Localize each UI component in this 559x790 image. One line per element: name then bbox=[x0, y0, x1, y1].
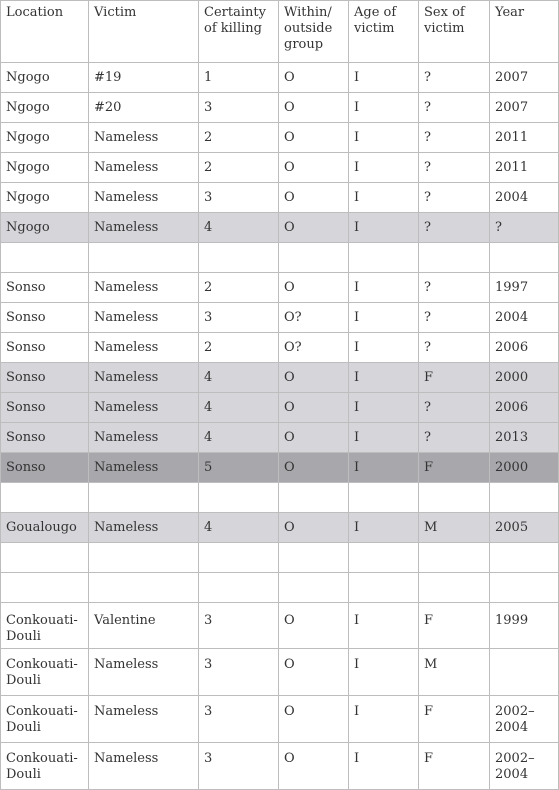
location-cell: Ngogo bbox=[1, 153, 89, 183]
table-row bbox=[1, 333, 559, 363]
table-row bbox=[1, 453, 559, 483]
location-cell: Sonso bbox=[1, 303, 89, 333]
location-cell: Sonso bbox=[1, 453, 89, 483]
header-victim: Victim bbox=[89, 1, 199, 63]
location-cell bbox=[1, 483, 89, 513]
within-outside-cell: O bbox=[279, 696, 349, 743]
table-row bbox=[1, 573, 559, 603]
year-cell: 2013 bbox=[490, 423, 559, 453]
location-cell bbox=[1, 543, 89, 573]
within-outside-cell: O bbox=[279, 453, 349, 483]
certainty-cell bbox=[199, 573, 279, 603]
table-body bbox=[1, 1, 559, 790]
location-cell bbox=[1, 243, 89, 273]
location-cell: Sonso bbox=[1, 363, 89, 393]
table-row bbox=[1, 303, 559, 333]
certainty-cell: 3 bbox=[199, 649, 279, 696]
certainty-cell bbox=[199, 543, 279, 573]
age-cell: I bbox=[349, 153, 419, 183]
year-cell bbox=[490, 543, 559, 573]
victim-cell: Nameless bbox=[89, 393, 199, 423]
sex-cell: ? bbox=[419, 393, 490, 423]
certainty-cell: 4 bbox=[199, 363, 279, 393]
age-cell: I bbox=[349, 123, 419, 153]
sex-cell bbox=[419, 243, 490, 273]
certainty-cell: 2 bbox=[199, 273, 279, 303]
sex-cell: ? bbox=[419, 153, 490, 183]
age-cell: I bbox=[349, 513, 419, 543]
year-cell: 2006 bbox=[490, 393, 559, 423]
sex-cell: F bbox=[419, 696, 490, 743]
location-cell: Conkouati-Douli bbox=[1, 603, 89, 649]
victim-cell: #19 bbox=[89, 63, 199, 93]
certainty-cell: 4 bbox=[199, 213, 279, 243]
certainty-cell: 2 bbox=[199, 333, 279, 363]
victim-cell: Nameless bbox=[89, 743, 199, 790]
year-cell: 2000 bbox=[490, 453, 559, 483]
table-row bbox=[1, 483, 559, 513]
victim-cell: Nameless bbox=[89, 303, 199, 333]
year-cell: 2005 bbox=[490, 513, 559, 543]
year-cell: 2002–2004 bbox=[490, 743, 559, 790]
sex-cell: F bbox=[419, 453, 490, 483]
table-row bbox=[1, 743, 559, 790]
within-outside-cell: O bbox=[279, 649, 349, 696]
victim-cell: Nameless bbox=[89, 123, 199, 153]
victim-cell: Nameless bbox=[89, 363, 199, 393]
sex-cell: ? bbox=[419, 273, 490, 303]
victim-cell: Nameless bbox=[89, 273, 199, 303]
within-outside-cell: O? bbox=[279, 333, 349, 363]
victim-cell bbox=[89, 543, 199, 573]
sex-cell bbox=[419, 573, 490, 603]
table-row bbox=[1, 393, 559, 423]
table-row bbox=[1, 603, 559, 649]
table-row bbox=[1, 213, 559, 243]
within-outside-cell: O bbox=[279, 183, 349, 213]
age-cell: I bbox=[349, 303, 419, 333]
sex-cell: ? bbox=[419, 213, 490, 243]
year-cell bbox=[490, 243, 559, 273]
age-cell: I bbox=[349, 603, 419, 649]
location-cell: Sonso bbox=[1, 423, 89, 453]
within-outside-cell: O bbox=[279, 423, 349, 453]
within-outside-cell: O bbox=[279, 513, 349, 543]
certainty-cell: 3 bbox=[199, 93, 279, 123]
table-row bbox=[1, 273, 559, 303]
sex-cell: F bbox=[419, 363, 490, 393]
age-cell bbox=[349, 543, 419, 573]
certainty-cell: 3 bbox=[199, 743, 279, 790]
year-cell: 2002–2004 bbox=[490, 696, 559, 743]
certainty-cell: 3 bbox=[199, 603, 279, 649]
within-outside-cell: O? bbox=[279, 303, 349, 333]
within-outside-cell: O bbox=[279, 153, 349, 183]
victim-cell: Nameless bbox=[89, 696, 199, 743]
location-cell: Ngogo bbox=[1, 213, 89, 243]
victim-cell: Nameless bbox=[89, 183, 199, 213]
table-row bbox=[1, 63, 559, 93]
certainty-cell: 4 bbox=[199, 393, 279, 423]
victim-cell: Nameless bbox=[89, 333, 199, 363]
age-cell bbox=[349, 483, 419, 513]
within-outside-cell: O bbox=[279, 603, 349, 649]
victim-cell: Nameless bbox=[89, 213, 199, 243]
table-row bbox=[1, 696, 559, 743]
age-cell: I bbox=[349, 363, 419, 393]
certainty-cell: 3 bbox=[199, 303, 279, 333]
location-cell: Ngogo bbox=[1, 183, 89, 213]
table-row bbox=[1, 543, 559, 573]
certainty-cell: 2 bbox=[199, 153, 279, 183]
location-cell: Ngogo bbox=[1, 63, 89, 93]
year-cell: 2011 bbox=[490, 123, 559, 153]
sex-cell: ? bbox=[419, 63, 490, 93]
age-cell bbox=[349, 243, 419, 273]
certainty-cell: 4 bbox=[199, 513, 279, 543]
location-cell: Sonso bbox=[1, 273, 89, 303]
certainty-cell: 1 bbox=[199, 63, 279, 93]
within-outside-cell: O bbox=[279, 123, 349, 153]
age-cell: I bbox=[349, 453, 419, 483]
age-cell: I bbox=[349, 213, 419, 243]
year-cell: 2006 bbox=[490, 333, 559, 363]
location-cell: Ngogo bbox=[1, 123, 89, 153]
location-cell: Sonso bbox=[1, 333, 89, 363]
sex-cell bbox=[419, 543, 490, 573]
year-cell bbox=[490, 573, 559, 603]
year-cell: 2004 bbox=[490, 183, 559, 213]
location-cell: Conkouati-Douli bbox=[1, 743, 89, 790]
within-outside-cell bbox=[279, 483, 349, 513]
victim-cell bbox=[89, 483, 199, 513]
table-row bbox=[1, 363, 559, 393]
sex-cell: ? bbox=[419, 423, 490, 453]
victim-cell bbox=[89, 243, 199, 273]
table-row bbox=[1, 123, 559, 153]
within-outside-cell: O bbox=[279, 273, 349, 303]
age-cell: I bbox=[349, 423, 419, 453]
certainty-cell bbox=[199, 483, 279, 513]
age-cell: I bbox=[349, 333, 419, 363]
table-row bbox=[1, 153, 559, 183]
table-row bbox=[1, 93, 559, 123]
location-cell: Conkouati-Douli bbox=[1, 649, 89, 696]
victim-cell: Nameless bbox=[89, 153, 199, 183]
location-cell bbox=[1, 573, 89, 603]
certainty-cell: 3 bbox=[199, 183, 279, 213]
location-cell: Sonso bbox=[1, 393, 89, 423]
within-outside-cell: O bbox=[279, 743, 349, 790]
location-cell: Conkouati-Douli bbox=[1, 696, 89, 743]
within-outside-cell: O bbox=[279, 63, 349, 93]
table-row bbox=[1, 423, 559, 453]
location-cell: Ngogo bbox=[1, 93, 89, 123]
year-cell: 2000 bbox=[490, 363, 559, 393]
year-cell: 1999 bbox=[490, 603, 559, 649]
table-row bbox=[1, 649, 559, 696]
age-cell: I bbox=[349, 393, 419, 423]
header-row bbox=[1, 1, 559, 63]
age-cell: I bbox=[349, 649, 419, 696]
sex-cell: M bbox=[419, 649, 490, 696]
certainty-cell: 5 bbox=[199, 453, 279, 483]
sex-cell bbox=[419, 483, 490, 513]
header-year: Year bbox=[490, 1, 559, 63]
within-outside-cell bbox=[279, 543, 349, 573]
within-outside-cell bbox=[279, 573, 349, 603]
header-location: Location bbox=[1, 1, 89, 63]
sex-cell: ? bbox=[419, 333, 490, 363]
victim-cell bbox=[89, 573, 199, 603]
sex-cell: ? bbox=[419, 303, 490, 333]
year-cell: ? bbox=[490, 213, 559, 243]
age-cell: I bbox=[349, 743, 419, 790]
within-outside-cell: O bbox=[279, 93, 349, 123]
within-outside-cell bbox=[279, 243, 349, 273]
victim-cell: Valentine bbox=[89, 603, 199, 649]
victim-cell: #20 bbox=[89, 93, 199, 123]
within-outside-cell: O bbox=[279, 363, 349, 393]
age-cell bbox=[349, 573, 419, 603]
header-sex: Sex of victim bbox=[419, 1, 490, 63]
year-cell: 1997 bbox=[490, 273, 559, 303]
sex-cell: ? bbox=[419, 183, 490, 213]
sex-cell: ? bbox=[419, 93, 490, 123]
victim-cell: Nameless bbox=[89, 513, 199, 543]
year-cell: 2007 bbox=[490, 63, 559, 93]
within-outside-cell: O bbox=[279, 213, 349, 243]
victim-cell: Nameless bbox=[89, 453, 199, 483]
year-cell: 2007 bbox=[490, 93, 559, 123]
location-cell: Goualougo bbox=[1, 513, 89, 543]
certainty-cell: 4 bbox=[199, 423, 279, 453]
year-cell: 2011 bbox=[490, 153, 559, 183]
certainty-cell bbox=[199, 243, 279, 273]
year-cell bbox=[490, 483, 559, 513]
year-cell bbox=[490, 649, 559, 696]
header-within-outside: Within/ outside group bbox=[279, 1, 349, 63]
within-outside-cell: O bbox=[279, 393, 349, 423]
age-cell: I bbox=[349, 63, 419, 93]
age-cell: I bbox=[349, 273, 419, 303]
table-row bbox=[1, 243, 559, 273]
age-cell: I bbox=[349, 696, 419, 743]
victim-cell: Nameless bbox=[89, 423, 199, 453]
sex-cell: M bbox=[419, 513, 490, 543]
sex-cell: F bbox=[419, 743, 490, 790]
certainty-cell: 2 bbox=[199, 123, 279, 153]
table-row bbox=[1, 183, 559, 213]
victim-cell: Nameless bbox=[89, 649, 199, 696]
sex-cell: ? bbox=[419, 123, 490, 153]
sex-cell: F bbox=[419, 603, 490, 649]
certainty-cell: 3 bbox=[199, 696, 279, 743]
table-row bbox=[1, 513, 559, 543]
year-cell: 2004 bbox=[490, 303, 559, 333]
header-age: Age of victim bbox=[349, 1, 419, 63]
age-cell: I bbox=[349, 183, 419, 213]
age-cell: I bbox=[349, 93, 419, 123]
header-certainty: Certainty of killing bbox=[199, 1, 279, 63]
